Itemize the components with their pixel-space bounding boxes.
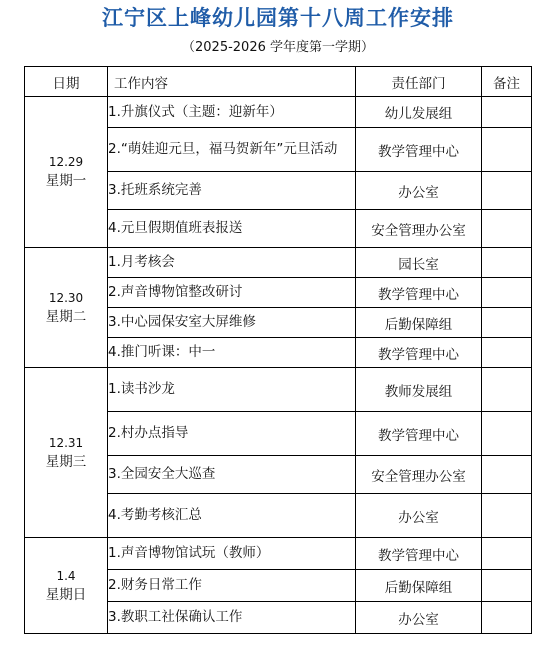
- dept-cell: 后勤保障组: [356, 570, 482, 602]
- dept-cell: 教学管理中心: [356, 338, 482, 368]
- table-row: [25, 248, 532, 278]
- note-cell: [482, 248, 532, 278]
- note-cell: [482, 494, 532, 538]
- work-cell: 3.中心园保安室大屏维修: [108, 308, 356, 338]
- note-cell: [482, 456, 532, 494]
- work-cell: 3.全园安全大巡查: [108, 456, 356, 494]
- note-cell: [482, 538, 532, 570]
- work-cell: 3.托班系统完善: [108, 172, 356, 210]
- note-cell: [482, 570, 532, 602]
- date-number: 12.30: [48, 290, 84, 305]
- note-cell: [482, 97, 532, 128]
- note-cell: [482, 412, 532, 456]
- date-weekday: 星期日: [45, 586, 87, 603]
- note-cell: [482, 172, 532, 210]
- work-cell: 2.声音博物馆整改研讨: [108, 278, 356, 308]
- work-cell: 4.推门听课：中一: [108, 338, 356, 368]
- header-date: 日期: [25, 67, 108, 97]
- table-row: [25, 97, 532, 128]
- work-cell: 4.考勤考核汇总: [108, 494, 356, 538]
- table-row: [25, 368, 532, 412]
- work-cell: 1.声音博物馆试玩（教师）: [108, 538, 356, 570]
- schedule-table: [24, 66, 532, 634]
- note-cell: [482, 210, 532, 248]
- date-weekday: 星期三: [45, 453, 87, 470]
- dept-cell: 安全管理办公室: [356, 210, 482, 248]
- note-cell: [482, 128, 532, 172]
- dept-cell: 办公室: [356, 172, 482, 210]
- date-weekday: 星期二: [45, 308, 87, 325]
- date-cell: [25, 368, 108, 538]
- document-title: 江宁区上峰幼儿园第十八周工作安排: [102, 6, 454, 30]
- dept-cell: 教学管理中心: [356, 128, 482, 172]
- note-cell: [482, 368, 532, 412]
- dept-cell: 后勤保障组: [356, 308, 482, 338]
- table-row: [25, 538, 532, 570]
- dept-cell: 教学管理中心: [356, 412, 482, 456]
- note-cell: [482, 308, 532, 338]
- date-number: 12.31: [48, 435, 84, 450]
- note-cell: [482, 338, 532, 368]
- date-number: 12.29: [48, 155, 84, 169]
- dept-cell: 办公室: [356, 602, 482, 634]
- work-cell: 1.月考核会: [108, 248, 356, 278]
- date-cell: [25, 248, 108, 368]
- dept-cell: 教学管理中心: [356, 538, 482, 570]
- dept-cell: 办公室: [356, 494, 482, 538]
- date-weekday: 星期一: [45, 173, 87, 189]
- work-cell: 1.读书沙龙: [108, 368, 356, 412]
- work-cell: 4.元旦假期值班表报送: [108, 210, 356, 248]
- header-note: 备注: [482, 67, 532, 97]
- work-cell: 2.财务日常工作: [108, 570, 356, 602]
- work-cell: 3.教职工社保确认工作: [108, 602, 356, 634]
- work-cell: 2.村办点指导: [108, 412, 356, 456]
- dept-cell: 教师发展组: [356, 368, 482, 412]
- dept-cell: 幼儿发展组: [356, 97, 482, 128]
- table-header-row: [25, 67, 532, 97]
- header-work: 工作内容: [108, 67, 356, 97]
- date-number: 1.4: [56, 568, 76, 583]
- note-cell: [482, 602, 532, 634]
- date-cell: [25, 97, 108, 248]
- document-subtitle: （2025-2026 学年度第一学期）: [182, 40, 374, 55]
- date-cell: [25, 538, 108, 634]
- dept-cell: 安全管理办公室: [356, 456, 482, 494]
- note-cell: [482, 278, 532, 308]
- work-cell: 2.“萌娃迎元旦，福马贺新年”元旦活动: [108, 128, 356, 172]
- dept-cell: 教学管理中心: [356, 278, 482, 308]
- header-dept: 责任部门: [356, 67, 482, 97]
- dept-cell: 园长室: [356, 248, 482, 278]
- work-cell: 1.升旗仪式（主题：迎新年）: [108, 97, 356, 128]
